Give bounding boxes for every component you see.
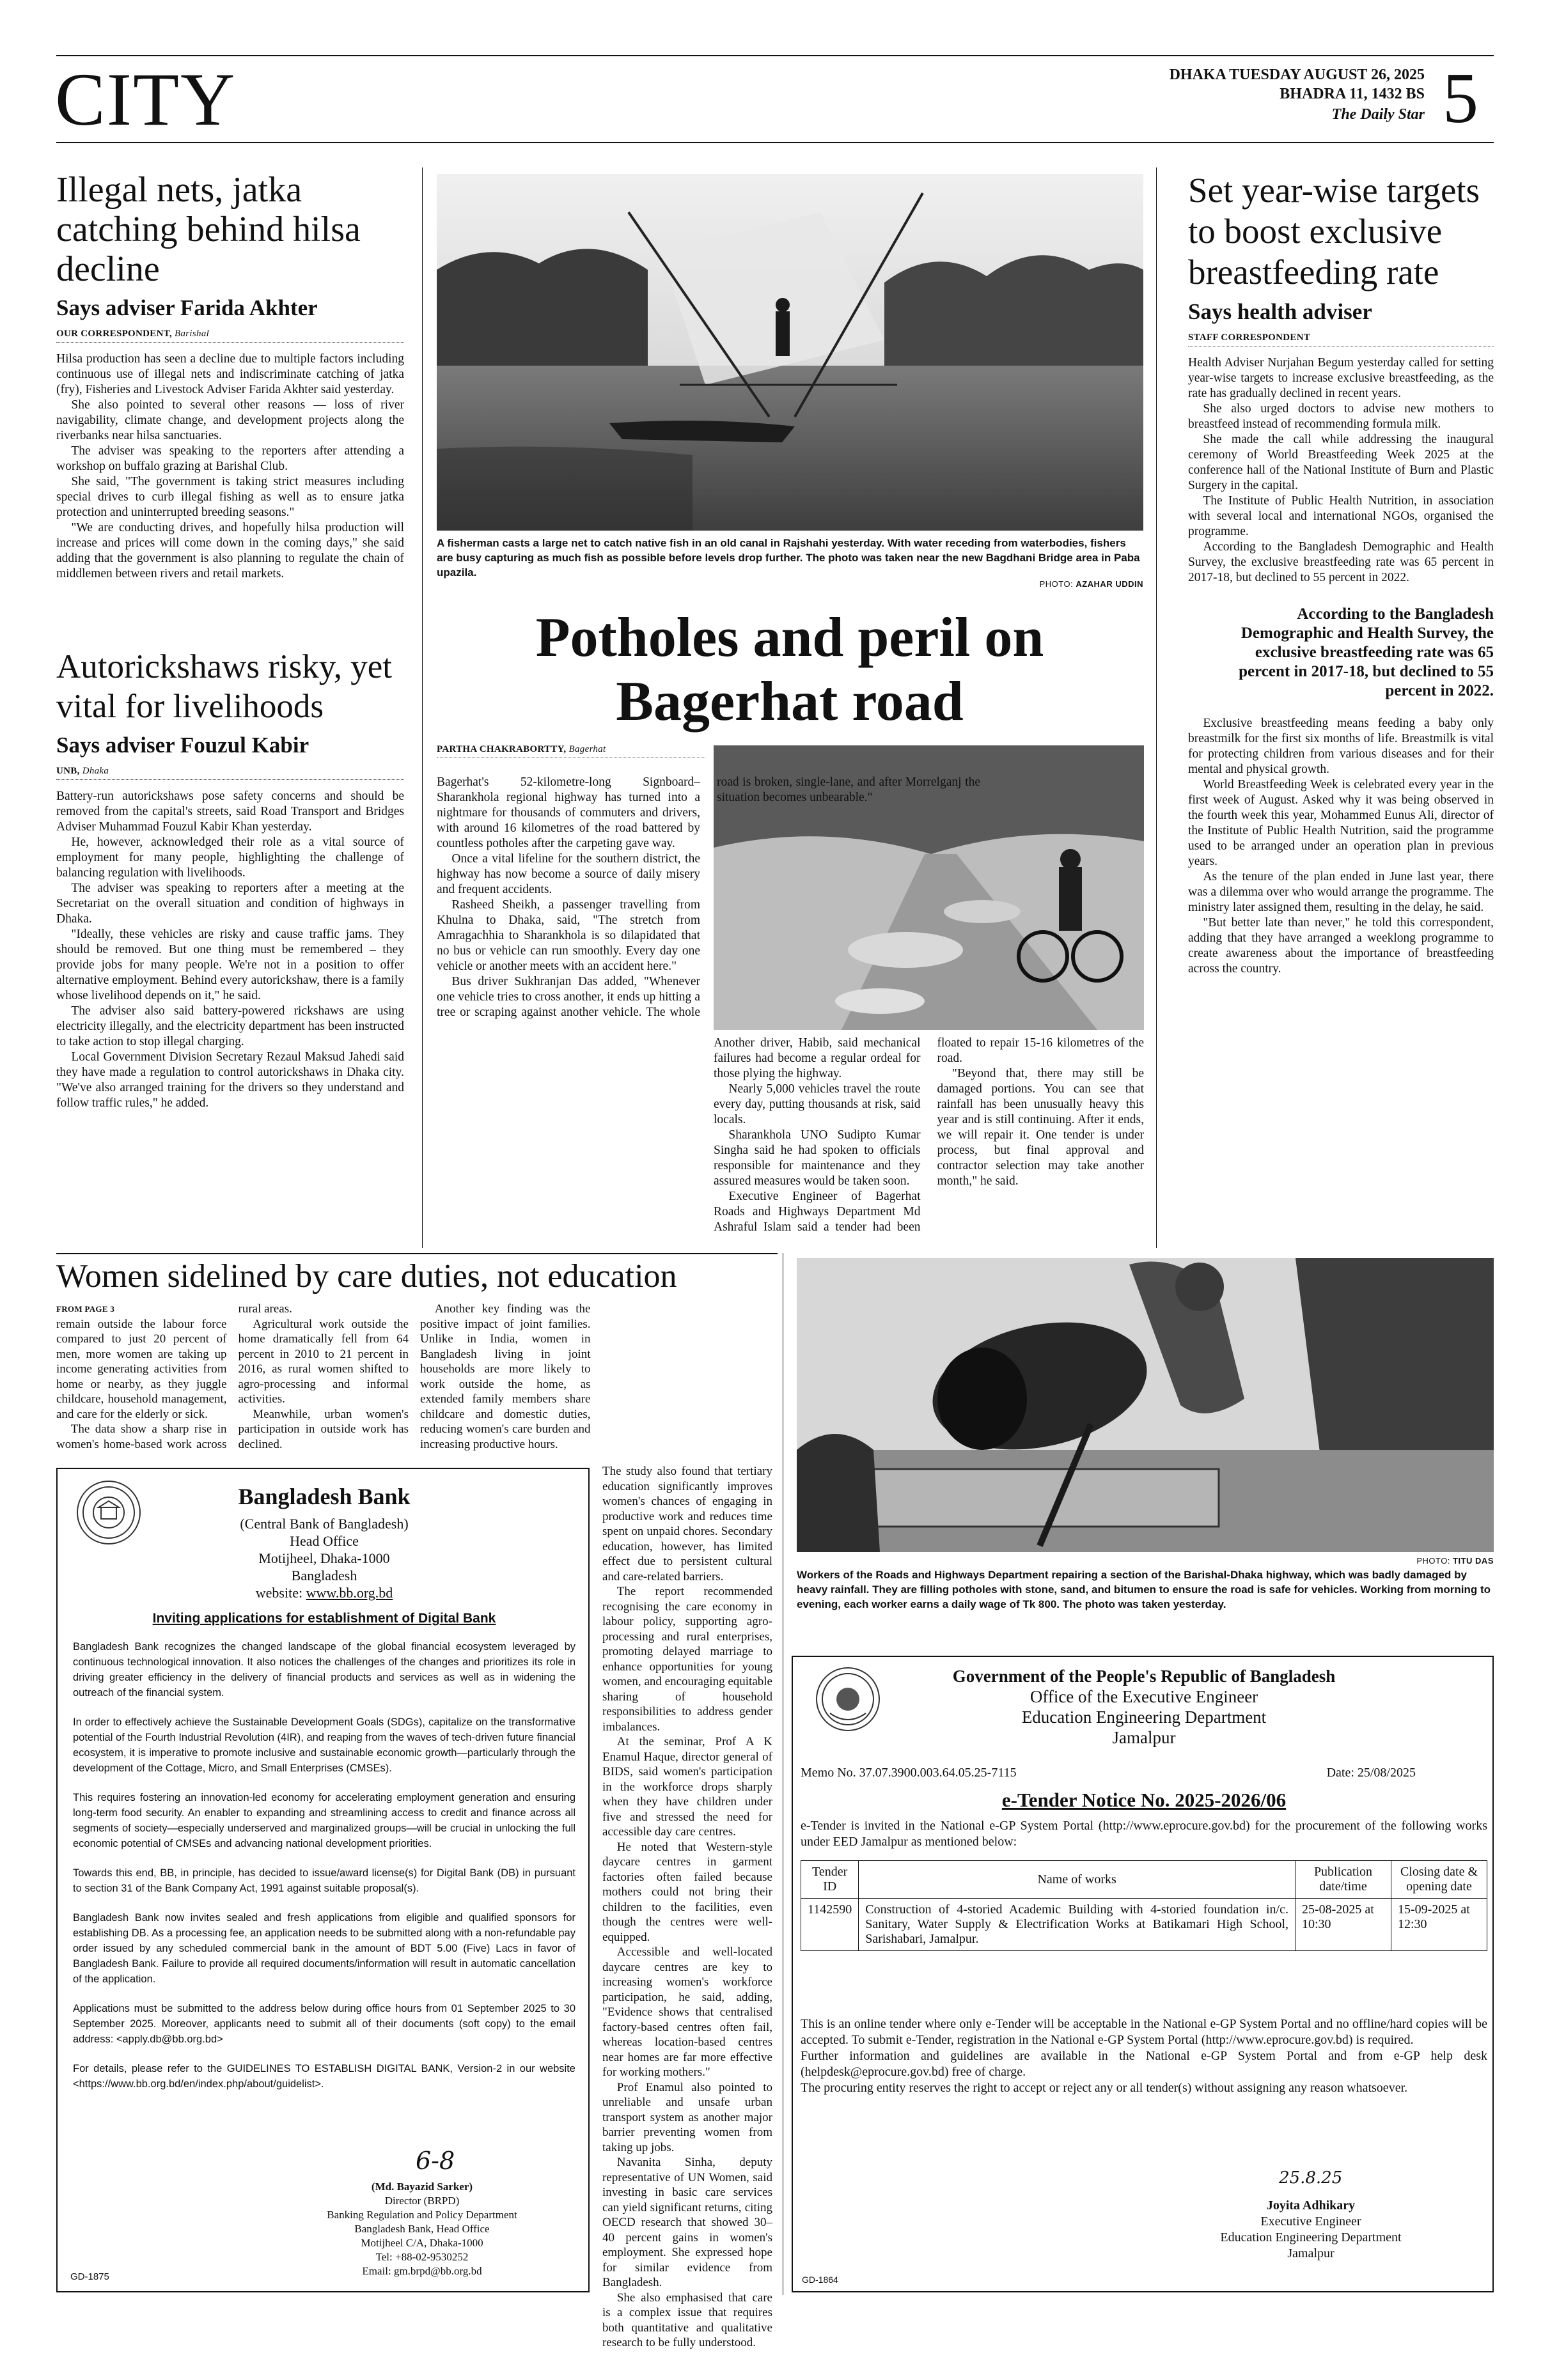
bb-heading: Inviting applications for establishment of Digital Bank — [152, 1611, 496, 1626]
paragraph: remain outside the labour force compared to just 20 percent of men, more women are taking up income generating activities from home or nearby, as they juggle childcare, household management, and care for the elderly or sick. — [56, 1317, 227, 1421]
tender-note: Further information and guidelines are available in the National e-GP System Portal and from e-GP help desk (helpdesk@eprocure.gov.bd) free of charge. — [801, 2049, 1487, 2079]
paragraph: The data show a sharp rise in women's home-based work across rural areas. — [56, 1302, 292, 1451]
bb-website-label: website: — [255, 1585, 303, 1601]
paragraph: She said, "The government is taking strict measures including special drives to curb illegal fishing as well as to ensure jatka protection and uninterrupted breeding seasons." — [56, 475, 404, 519]
bb-ad-code: GD-1875 — [70, 2271, 109, 2282]
top-photo-caption: A fisherman casts a large net to catch native fish in an old canal in Rajshahi yesterday. With water receding from waterbodies, fishers are busy capturing as much fish as possible before levels drop further. The photo was taken near the new Bagdhani Bridge area in Paba upazila. — [437, 537, 1140, 579]
paragraph: Executive Engineer of Bagerhat Roads and Highways Department Md Ashraful Islam said a tender had been floated to repair 15-16 kilometres of the road. — [714, 1036, 1144, 1234]
paragraph: "Ideally, these vehicles are risky and cause traffic jams. They should be removed. But one thing must be remembered – they provide jobs for many people. We're not in a position to offer alternative employment. Behind every autorickshaw, there is a family whose livelihood depends on it," he said. — [56, 928, 404, 1002]
paragraph: World Breastfeeding Week is celebrated every year in the first week of August. Asked why it was being observed in the fourth week this year, Mohammed Eunus Ali, director of the Institute of Public Health Nutrition, said the programme used to be arranged under an operation plan in previous years. — [1188, 778, 1494, 868]
road-workers-illustration — [797, 1258, 1494, 1552]
tender-header-line: Jamalpur — [1112, 1728, 1176, 1747]
paragraph: "We are conducting drives, and hopefully hilsa production will increase and prices will come down in the coming days," she said adding that the government is also planning to regulate the chain of middlemen between rivers and retail markets. — [56, 521, 404, 580]
bb-paragraph: Bangladesh Bank recognizes the changed landscape of the global financial ecosystem leveraged by continuous technological innovation. It also notices the challenges of the changes and prioritizes its role in driving greater efficiency in the delivery of financial products and services as well as in widening the outreach of the financial system. — [73, 1641, 575, 1699]
tender-intro: e-Tender is invited in the National e-GP System Portal (http://www.eprocure.gov.bd) for the procurement of the following works under EED Jamalpur as mentioned below: — [801, 1819, 1487, 1849]
potholes-headline: Potholes and peril on Bagerhat road — [535, 607, 1044, 733]
tender-col-header: Tender ID — [801, 1861, 859, 1899]
hilsa-body — [56, 352, 404, 582]
bottom-photo-credit: PHOTO: TITU DAS — [1416, 1556, 1494, 1566]
paragraph: Sharankhola UNO Sudipto Kumar Singha said he had spoken to officials responsible for maintenance and they assured measures would be taken soon. — [714, 1128, 921, 1188]
tender-title: e-Tender Notice No. 2025-2026/06 — [1001, 1789, 1287, 1811]
tender-header-line: Government of the People's Republic of Bangladesh — [952, 1667, 1336, 1686]
bb-paragraph: Towards this end, BB, in principle, has decided to issue/award license(s) for Digital Bank (DB) in pursuant to section 31 of the Bank Company Act, 1991 against suitable proposal(s). — [73, 1867, 575, 1894]
tender-header-line: Education Engineering Department — [1021, 1707, 1267, 1727]
breastfeeding-byline: STAFF CORRESPONDENT — [1188, 332, 1494, 346]
paragraph: "But better late than never," he told this correspondent, adding that they have arranged a weeklong programme to create awareness about the importance of breastfeeding across the country. — [1188, 916, 1494, 976]
bb-signer-line: Email: gm.brpd@bb.org.bd — [362, 2265, 482, 2277]
tender-notes — [801, 2016, 1487, 2096]
paragraph: Health Adviser Nurjahan Begum yesterday called for setting year-wise targets to increase exclusive breastfeeding, as the rate has gradually declined in recent years. — [1188, 356, 1494, 400]
paragraph: The Institute of Public Health Nutrition, in association with several local and international NGOs, organised the programme. — [1188, 494, 1494, 538]
bb-address-line: (Central Bank of Bangladesh) — [240, 1516, 409, 1532]
paragraph: Bus driver Sukhranjan Das added, "Whenever one vehicle tries to cross another, it ends up hitting a tree or scraping against another vehicle. The whole road is broken, single-lane, and after Morrelganj the situation becomes unbearable." — [437, 775, 980, 1019]
paragraph: The report recommended recognising the care economy in labour policy, supporting agro-processing and rural enterprises, promoting delayed marriage to enhance opportunities for young women, and encouraging equitable sharing of household responsibilities to address gender imbalances. — [602, 1585, 772, 1734]
autorickshaw-byline: UNB, Dhaka — [56, 766, 404, 780]
bb-signer-line: Motijheel C/A, Dhaka-1000 — [361, 2237, 483, 2249]
bottom-photo-caption: Workers of the Roads and Highways Department repairing a section of the Barishal-Dhaka highway, which was badly damaged by heavy rainfall. They are filling potholes with stone, sand, and bitumen to ensure the road is safe for vehicles. Working from morning to evening, each worker earns a daily wage of Tk 800. The photo was taken yesterday. — [797, 1569, 1491, 1610]
paragraph: Exclusive breastfeeding means feeding a baby only breastmilk for the first six months of life. Breastmilk is vital for protecting children from various diseases and for their mental and physical growth. — [1188, 717, 1494, 776]
bb-paragraph: Bangladesh Bank now invites sealed and fresh applications from eligible and qualified sponsors for establishing DB. As a processing fee, an application needs to be submitted along with a non-refundable pay order issued by any scheduled commercial bank in the amount of BDT 5.00 (Five) Lacs in favor of Bangladesh Bank. Failure to provide all required documents/information will result in automatic cancellation of the application. — [73, 1912, 575, 1985]
paragraph: Another driver, Habib, said mechanical failures had become a regular ordeal for those plying the highway. — [714, 1036, 921, 1080]
potholes-body-continued — [714, 1036, 1144, 1247]
paragraph: She also emphasised that care is a complex issue that requires both quantitative and qualitative research to be fully understood. — [602, 2291, 772, 2349]
bb-address-line: Bangladesh — [291, 1567, 357, 1583]
potholes-byline: PARTHA CHAKRABORTTY, Bagerhat — [437, 744, 705, 758]
bb-address-line: Head Office — [290, 1533, 359, 1549]
tender-cell: 1142590 — [801, 1899, 859, 1951]
bb-website-line — [58, 1584, 591, 1601]
breastfeeding-body-continued — [1188, 716, 1494, 977]
bb-address-line: Motijheel, Dhaka-1000 — [258, 1550, 390, 1566]
paragraph: She made the call while addressing the inaugural ceremony of World Breastfeeding Week 2025 at the conference hall of the National Institute of Burn and Plastic Surgery in the capital. — [1188, 433, 1494, 492]
autorickshaw-body — [56, 789, 404, 1111]
paragraph: Prof Enamul also pointed to unreliable and unsafe urban transport system as another major barrier preventing women from taking up jobs. — [602, 2080, 772, 2154]
tender-table — [801, 1860, 1487, 1951]
paragraph: She also urged doctors to advise new mothers to breastfeed instead of recommending formula milk. — [1188, 402, 1494, 431]
paragraph: Accessible and well-located daycare centres are key to increasing women's workforce participation, he said, adding, "Evidence shows that centralised factory-based centres often fail, whereas location-based centres near homes are far more effective for working mothers." — [602, 1945, 772, 2079]
tender-signer-line: Jamalpur — [1287, 2246, 1335, 2260]
bb-body — [73, 1639, 575, 2106]
tender-signature: 25.8.25 — [1279, 2168, 1343, 2188]
tender-ad-code: GD-1864 — [802, 2275, 838, 2285]
paragraph: As the tenure of the plan ended in June last year, there was a dilemma over who would arrange the programme. The ministry later assigned them, resulting in the delay, he said. — [1188, 870, 1494, 914]
date-line: DHAKA TUESDAY AUGUST 26, 2025 — [1169, 66, 1425, 83]
bb-signer-line: Director (BRPD) — [384, 2195, 460, 2207]
autorickshaw-story — [56, 647, 404, 1111]
paragraph: He noted that Western-style daycare centres in garment factories often failed because mothers could not bring their children to the facilities, even though the centres were well-equipped. — [602, 1840, 772, 1944]
tender-signer-line: Executive Engineer — [1260, 2214, 1361, 2228]
tender-memo: Memo No. 37.07.3900.003.64.05.25-7115 — [801, 1766, 1017, 1780]
bb-address — [58, 1515, 591, 1601]
paragraph: Navanita Sinha, deputy representative of UN Women, said investing in basic care services can yield significant returns, citing OECD research that showed 30–40 percent gains in women's employment. She expressed hope for similar evidence from Bangladesh. — [602, 2156, 772, 2289]
tender-cell: 15-09-2025 at 12:30 — [1391, 1899, 1487, 1951]
autorickshaw-subhead: Says adviser Fouzul Kabir — [56, 733, 309, 758]
tender-header-line: Office of the Executive Engineer — [1029, 1687, 1258, 1706]
bb-signer-line: Banking Regulation and Policy Department — [327, 2209, 517, 2221]
paragraph: Rasheed Sheikh, a passenger travelling from Khulna to Dhaka, said, "The stretch from Amragachhia to Sharankhola is so dilapidated that no bus or vehicle can run smoothly. Every day one vehicle or another meets with an accident here." — [437, 898, 700, 973]
bb-signature: 6-8 — [416, 2147, 455, 2175]
tender-date: Date: 25/08/2025 — [1326, 1766, 1416, 1780]
paragraph: According to the Bangladesh Demographic and Health Survey, the exclusive breastfeeding rate was 65 percent in 2017-18, but declined to 55 percent in 2022. — [1188, 540, 1494, 584]
tender-ad — [792, 1656, 1494, 2292]
breastfeeding-headline: Set year-wise targets to boost exclusive breastfeeding rate — [1188, 171, 1480, 292]
top-photo-credit: PHOTO: AZAHAR UDDIN — [1039, 579, 1143, 589]
paragraph: Battery-run autorickshaws pose safety concerns and should be removed from the capital's streets, said Road Transport and Bridges Adviser Muhammad Fouzul Kabir Khan yesterday. — [56, 789, 404, 834]
paragraph: The adviser was speaking to reporters after a meeting at the Secretariat on the overall situation and condition of highways in Dhaka. — [56, 882, 404, 926]
women-body — [56, 1302, 772, 1461]
tender-signer-block — [1164, 2198, 1458, 2262]
paragraph: The adviser also said battery-powered rickshaws are using electricity illegally, and the electricity department has been instructed to take action to stop illegal charging. — [56, 1004, 404, 1048]
bb-paragraph: This requires fostering an innovation-led economy for accelerating employment generation and ensuring long-term food security. An enabler to expanding and streamlining access to credit and finance across all segments of society—especially underserved and marginalized groups—will be crucial in unlocking the full economic potential of CMSEs and advancing national development priorities. — [73, 1792, 575, 1849]
paragraph: Another key finding was the positive impact of joint families. Unlike in India, women in Bangladesh living in joint households are more likely to work outside the home, as extended family members share childcare and domestic duties, reducing women's care burden and increasing productive hours. — [420, 1302, 591, 1451]
women-body-continued — [602, 1464, 772, 2349]
breastfeeding-pullquote: According to the Bangladesh Demographic and Health Survey, the exclusive breastfeeding rate was 65 percent in 2017-18, but declined to 55 percent in 2022. — [1239, 605, 1494, 699]
table-row — [801, 1899, 1487, 1951]
paragraph: At the seminar, Prof A K Enamul Haque, director general of BIDS, said women's participation in the workforce drops sharply when they have children under five and stressed the need for accessible day care centres. — [602, 1735, 772, 1839]
bb-website-link[interactable]: www.bb.org.bd — [306, 1585, 393, 1601]
tender-table-wrap — [801, 1860, 1487, 1951]
breastfeeding-body — [1188, 355, 1494, 586]
paragraph: Agricultural work outside the home dramatically fell from 64 percent in 2010 to 21 percent in 2016, as rural women shifted to agro-processing and informal activities. — [238, 1317, 409, 1406]
hilsa-byline: OUR CORRESPONDENT, Barishal — [56, 329, 404, 343]
autorickshaw-headline: Autorickshaws risky, yet vital for livelihoods — [56, 648, 393, 725]
fisherman-photo — [437, 174, 1143, 531]
tender-signer: Joyita Adhikary — [1266, 2198, 1356, 2213]
hilsa-headline: Illegal nets, jatka catching behind hilsa decline — [56, 170, 361, 289]
paragraph: Hilsa production has seen a decline due to multiple factors including continuous use of illegal nets and indiscriminate catching of jatka (fry), Fisheries and Livestock Adviser Farida Akhter said yesterday. — [56, 352, 404, 396]
paragraph: She also pointed to several other reasons — loss of river navigability, climate change, and development projects along the riverbanks near hilsa sanctuaries. — [56, 398, 404, 442]
paragraph: "Beyond that, there may still be damaged portions. You can see that rainfall has been unusually heavy this year and is still continuing. After it ends, we will repair it. One tender is under process, but final approval and contractor selection may take another month," he said. — [937, 1067, 1144, 1188]
women-headline: Women sidelined by care duties, not education — [56, 1258, 677, 1295]
paper-name-logo: The Daily Star — [1331, 106, 1425, 123]
tender-table-header-row — [801, 1861, 1487, 1899]
tender-col-header: Closing date & opening date — [1391, 1861, 1487, 1899]
tender-col-header: Name of works — [859, 1861, 1296, 1899]
tender-cell: 25-08-2025 at 10:30 — [1296, 1899, 1391, 1951]
paragraph: Local Government Division Secretary Rezaul Maksud Jahedi said they have made a regulation to control autorickshaws in Dhaka city. "We've also arranged training for the drivers so they understand and follow traffic rules," he added. — [56, 1050, 404, 1110]
tender-col-header: Publication date/time — [1296, 1861, 1391, 1899]
hilsa-story — [56, 170, 404, 582]
paragraph: He, however, acknowledged their role as a vital source of employment for many people, highlighting the challenge of balancing regulation with livelihoods. — [56, 836, 404, 880]
bb-paragraph: Applications must be submitted to the address below during office hours from 01 September 2025 to 30 September 2025. Moreover, applicants need to submit all of their documents (soft copy) to the email address: <apply.db@bb.org.bd> — [73, 2003, 575, 2045]
bb-signer-line: Tel: +88-02-9530252 — [375, 2251, 469, 2263]
bb-paragraph: For details, please refer to the GUIDELINES TO ESTABLISH DIGITAL BANK, Version-2 in our website <https://www.bb.org.bd/en/index.php/about/guidelist>. — [73, 2063, 575, 2090]
bb-signer-block — [288, 2180, 556, 2278]
tender-note: This is an online tender where only e-Tender will be acceptable in the National e-GP System Portal and no offline/hard copies will be accepted. To submit e-Tender, registration in the National e-GP System Portal (http://www.eprocure.gov.bd) is required. — [801, 2017, 1487, 2047]
paragraph: Nearly 5,000 vehicles travel the route every day, putting thousands at risk, said locals. — [714, 1082, 921, 1126]
paragraph: The study also found that tertiary education significantly improves women's chances of engaging in productive work and reduces time spent on unpaid chores. Secondary education, however, has limited effect due to persistent cultural and care-related barriers. — [602, 1465, 772, 1583]
jump-label: FROM PAGE 3 — [56, 1304, 115, 1314]
paragraph: The adviser was speaking to the reporters after attending a workshop on buffalo grazing at Barishal Club. — [56, 444, 404, 473]
hilsa-subhead: Says adviser Farida Akhter — [56, 295, 318, 320]
bb-signer: (Md. Bayazid Sarker) — [371, 2181, 473, 2193]
tender-signer-line: Education Engineering Department — [1220, 2230, 1402, 2244]
road-workers-photo — [797, 1258, 1494, 1552]
section-title: CITY — [55, 58, 237, 141]
paragraph: Once a vital lifeline for the southern district, the highway has now become a source of daily misery and frequent accidents. — [437, 852, 700, 896]
page-number: 5 — [1443, 59, 1478, 138]
paragraph: Meanwhile, urban women's participation in outside work has declined. — [238, 1407, 409, 1451]
bengali-date: BHADRA 11, 1432 BS — [1280, 86, 1425, 102]
bb-paragraph: In order to effectively achieve the Sustainable Development Goals (SDGs), capitalize on the transformative potential of the Fourth Industrial Revolution (4IR), and reaping from the waves of tech-driven future financial ecosystem, it is imperative to promote inclusive and sustainable economic growth—particularly through the development of the Cottage, Micro, and Small Enterprises (CMSEs). — [73, 1716, 575, 1774]
tender-cell: Construction of 4-storied Academic Building with 4-storied foundation in/c. Sanitary, Water Supply & Electrification Works at Batikamari High School, Sarishabari, Jamalpur. — [859, 1899, 1296, 1951]
fisherman-photo-illustration — [437, 174, 1143, 531]
potholes-body — [437, 775, 980, 1031]
tender-note: The procuring entity reserves the right to accept or reject any or all tender(s) without assigning any reason whatsoever. — [801, 2081, 1408, 2095]
tender-header — [793, 1666, 1495, 1748]
breastfeeding-subhead: Says health adviser — [1188, 299, 1372, 324]
bb-signer-line: Bangladesh Bank, Head Office — [354, 2223, 490, 2235]
paragraph: Bagerhat's 52-kilometre-long Signboard–Sharankhola regional highway has turned into a nightmare for thousands of commuters and drivers, with around 16 kilometres of the road battered by countless potholes after the carpeting gave way. — [437, 775, 700, 850]
bangladesh-bank-ad — [56, 1468, 590, 2292]
breastfeeding-story — [1188, 170, 1494, 977]
bb-title: Bangladesh Bank — [238, 1484, 411, 1509]
